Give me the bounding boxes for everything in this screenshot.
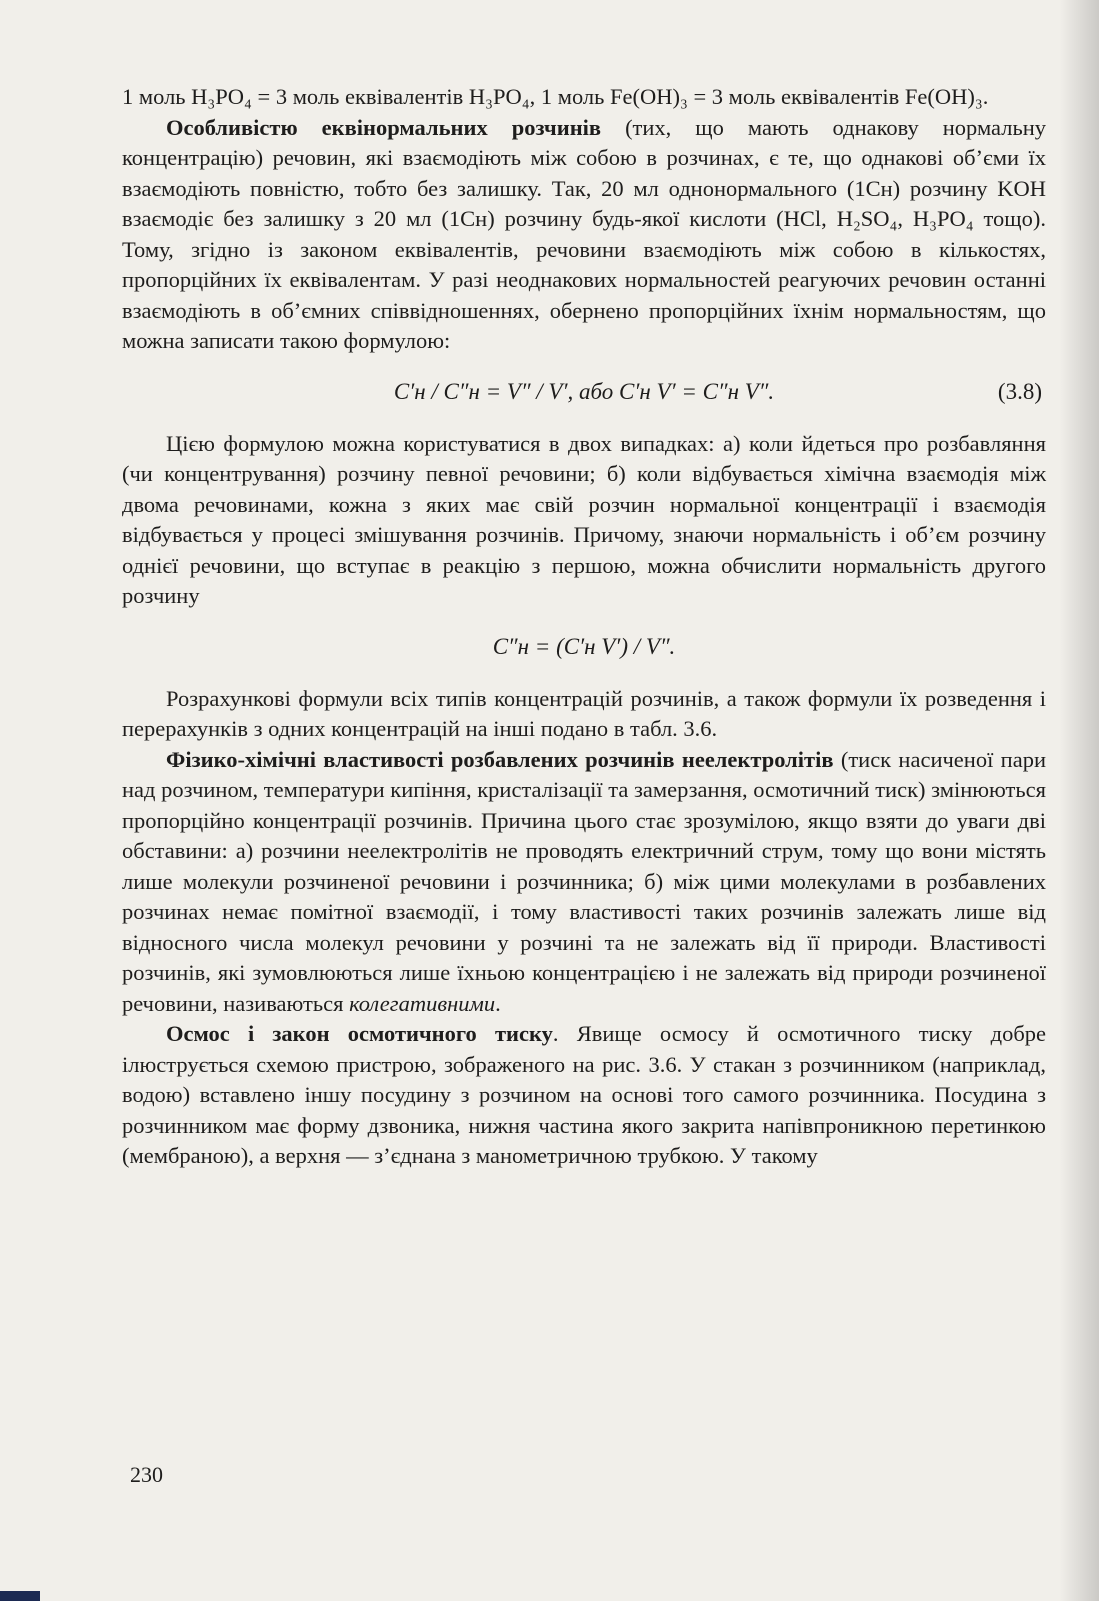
paragraph-colligative-end: . bbox=[495, 990, 501, 1016]
paragraph-formula-usage: Цією формулою можна користуватися в двох випадках: а) коли йдеться про розбавляння (чи концентрування) розчину певної речовини; б) коли відбувається хімічна взаємодія між двома речовинами, кожна з яких має свій розчин нормальної концентрації і взаємодія відбувається у процесі змішування розчинів. Причому, знаючи нормальність і об’єм розчину однієї речовини, що вступає в реакцію з першою, можна обчислити нормальність другого розчину bbox=[122, 430, 1046, 608]
paragraph-equivalents: 1 моль H₃PO₄ = 3 моль еквівалентів H₃PO₄, 1 моль Fe(OH)₃ = 3 моль еквівалентів Fe(OH)₃. bbox=[122, 84, 989, 109]
formula-3-8-number: (3.8) bbox=[997, 378, 1042, 404]
formula-normality-expression: C″н = (C′н V′) / V″. bbox=[492, 633, 676, 659]
term-osmosis-law: Осмос і закон осмотичного тиску bbox=[166, 1021, 553, 1046]
paragraph-osmosis bbox=[122, 1019, 1046, 1172]
term-equinormal: Особливістю еквінормальних розчинів bbox=[166, 114, 602, 140]
paragraph-equinormal-text: (тих, що мають однакову нормальну концентрацію) речовин, які взаємодіють між собою в розчинах, є те, що однакові об’єми їх взаємодіють повністю, тобто без залишку. Так, 20 мл однонормального (1Cн) розчину KOH взаємодіє без залишку з 20 мл (1Cн) розчину будь-якої кислоти (HCl, H₂SO₄, H₃PO₄ тощо). Тому, згідно із законом еквівалентів, речовини взаємодіють між собою в кількостях, пропорційних їх еквівалентам. У разі неоднакових нормальностей реагуючих речовин останні взаємодіють в об’ємних співвідношеннях, обернено пропорційних їхнім нормальностям, що можна записати такою формулою: bbox=[122, 114, 1046, 353]
paragraph-colligative bbox=[122, 745, 1046, 1020]
paragraph-calc-formulas: Розрахункові формули всіх типів концентрацій розчинів, а також формули їх розведення і перерахунків з одних концентрацій на інші подано в табл. 3.6. bbox=[122, 685, 1046, 741]
formula-3-8 bbox=[122, 369, 1046, 415]
paragraph-colligative-text: (тиск насиченої пари над розчином, температури кипіння, кристалізації та замерзання, осмотичний тиск) змінюються пропорційно концентрації розчинів. Причина цього стає зрозумілою, якщо взяти до уваги дві обставини: а) розчини неелектролітів не проводять електричний струм, тому що вони містять лише молекули розчиненої речовини і розчинника; б) між цими молекулами в розбавлених розчинах немає помітної взаємодії, і тому властивості таких розчинів залежать лише від відносного числа молекул речовини у розчині та не залежать від її природи. Властивості розчинів, які зумовлюються лише їхньою концентрацією і не залежать від природи розчиненої речовини, називаються bbox=[122, 746, 1046, 1016]
paragraph-osmosis-text: . Явище осмосу й осмотичного тиску добре ілюструється схемою пристрою, зображеного на рис. 3.6. У стакан з розчинником (наприклад, водою) вставлено іншу посудину з розчином на основі того самого розчинника. Посудина з розчинником має форму дзвоника, нижня частина якого закрита напівпроникною перетинкою (мембраною), а верхня — з’єднана з манометричною трубкою. У такому bbox=[122, 1021, 1046, 1168]
formula-normality bbox=[122, 624, 1046, 670]
page-body bbox=[122, 82, 1046, 1172]
term-colligative: колегативними bbox=[349, 990, 496, 1016]
page-number: 230 bbox=[130, 1462, 163, 1487]
term-physchem-properties: Фізико-хімічні властивості розбавлених розчинів неелектролітів bbox=[166, 746, 834, 772]
paragraph-equinormal bbox=[122, 113, 1046, 357]
page-edge-shadow bbox=[1059, 0, 1099, 1601]
formula-3-8-expression: C′н / C″н = V″ / V′, або C′н V′ = C″н V″. bbox=[393, 378, 775, 404]
scan-corner-mark bbox=[0, 1591, 40, 1601]
